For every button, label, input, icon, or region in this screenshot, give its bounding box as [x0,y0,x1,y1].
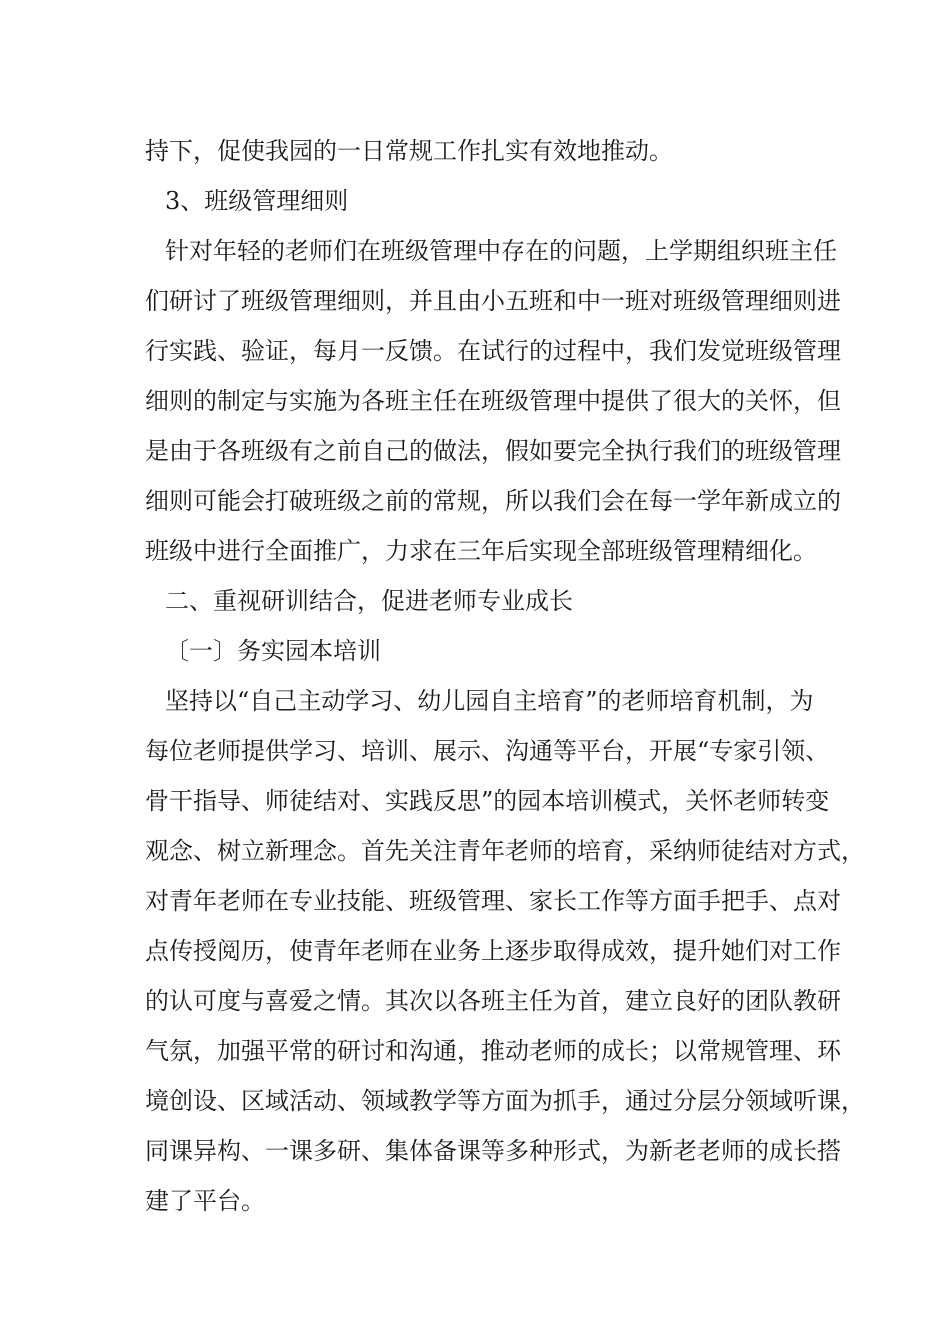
text-line: 细则的制定与实施为各班主任在班级管理中提供了很大的关怀，但 [145,387,841,415]
paragraph-start-line: 坚持以“自己主动学习、幼儿园自主培育”的老师培育机制，为 [165,687,814,715]
section-heading: 二、重视研训结合，促进老师专业成长 [165,587,573,615]
text-line: 同课异构、一课多研、集体备课等多种形式，为新老老师的成长搭 [145,1137,841,1165]
text-line: 骨干指导、师徒结对、实践反思”的园本培训模式，关怀老师转变 [145,787,830,815]
text-line: 建了平台。 [145,1187,265,1215]
subsection-heading: 〔一〕务实园本培训 [165,637,381,665]
text-line: 持下，促使我园的一日常规工作扎实有效地推动。 [145,137,673,165]
text-line: 是由于各班级有之前自己的做法，假如要完全执行我们的班级管理 [145,437,841,465]
text-line: 的认可度与喜爱之情。其次以各班主任为首，建立良好的团队教研 [145,987,841,1015]
text-line: 观念、树立新理念。首先关注青年老师的培育，采纳师徒结对方式， [145,837,865,865]
text-line: 行实践、验证，每月一反馈。在试行的过程中，我们发觉班级管理 [145,337,841,365]
text-line: 细则可能会打破班级之前的常规，所以我们会在每一学年新成立的 [145,487,841,515]
text-line: 班级中进行全面推广，力求在三年后实现全部班级管理精细化。 [145,537,817,565]
text-line: 对青年老师在专业技能、班级管理、家长工作等方面手把手、点对 [145,887,841,915]
text-line: 境创设、区域活动、领域教学等方面为抓手，通过分层分领域听课， [145,1087,865,1115]
text-line: 每位老师提供学习、培训、展示、沟通等平台，开展“专家引领、 [145,737,830,765]
text-line: 们研讨了班级管理细则，并且由小五班和中一班对班级管理细则进 [145,287,841,315]
text-line: 点传授阅历，使青年老师在业务上逐步取得成效，提升她们对工作 [145,937,841,965]
section-heading: 3、班级管理细则 [165,187,349,215]
text-line: 气氛，加强平常的研讨和沟通，推动老师的成长；以常规管理、环 [145,1037,841,1065]
paragraph-start-line: 针对年轻的老师们在班级管理中存在的问题，上学期组织班主任 [165,237,837,265]
